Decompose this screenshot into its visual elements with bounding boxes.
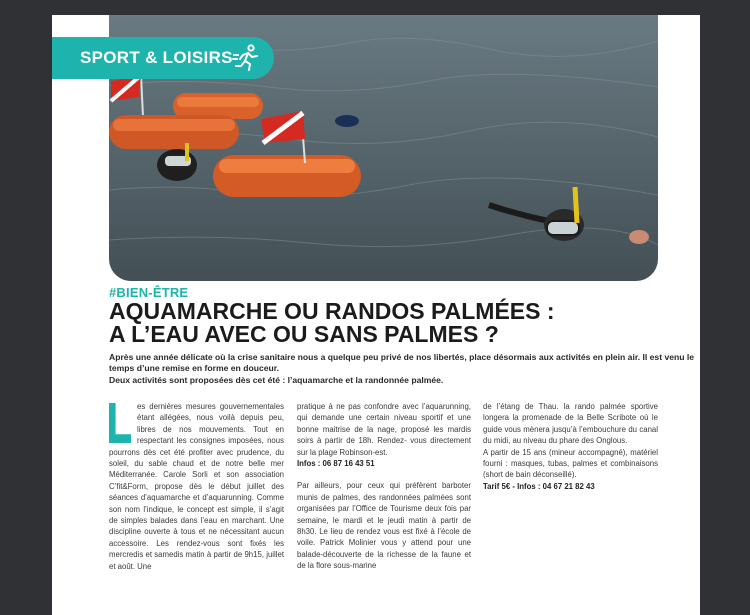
intro-paragraph-2: Deux activités sont proposées dès cet été : l’aquamarche et la randonnée palmée. <box>109 374 444 385</box>
article-kicker: #BIEN-ÊTRE <box>109 285 189 300</box>
column-3 <box>483 401 658 503</box>
column-2-info: Infos : 06 87 16 43 51 <box>297 459 375 469</box>
distant-swimmer <box>335 115 359 127</box>
column-1 <box>109 401 284 583</box>
column-3-info: Tarif 5€ - Infos : 04 67 21 82 43 <box>483 481 595 491</box>
column-2-paragraph-2: Par ailleurs, pour ceux qui préfèrent barboter munis de palmes, des randonnées palmées sont organisées par l’Office de Tourisme deux fois par semaine, le mardi et le jeudi matin à partir de 8h30. Le lieu de rendez vous est fixé à l’école de voile. Patrick Molinier vous y attend pour une balade-découverte de la richesse de la faune et de la flore sous-marine <box>297 481 471 571</box>
raft-left <box>109 115 239 149</box>
column-3-paragraph-2: A partir de 15 ans (mineur accompagné), matériel fourni : masques, tubas, palmes et combinaisons (short de bain déconseillé). <box>483 447 658 480</box>
running-person-icon <box>232 43 262 78</box>
column-2-paragraph-1: pratique à ne pas confondre avec l’aquarunning, qui demande une certain niveau sportif et une bonne maitrise de la nage, proposé les mardis soirs à partir de 18h. Rendez- vous directement sur la plage Robinson-est. <box>297 402 471 457</box>
intro-paragraph-1: Après une année délicate où la crise sanitaire nous a quelque peu privé de nos libertés, place désormais aux activités en plein air. Il est venu le temps d’une remise en forme en douceur. <box>109 352 695 374</box>
magazine-page <box>52 15 700 615</box>
section-label: SPORT & LOISIRS <box>80 48 233 67</box>
section-tab <box>52 37 274 79</box>
column-1-paragraph: es dernières mesures gouvernementales étant allégées, nous voilà depuis peu, libres de nos mouvements. Tout en respectant les consignes imposées, nous pourrons dès cet été profiter avec prudence, du soleil, du sable chaud et de notre belle mer Méditerranée. Carole Sorli et son association C’fit&Form, propose dès le début juillet des séances d’aquamarche et d’aquarunning. Comme son nom l’indique, le concept est simple, il s’agit de simples balades dans l’eau en marchant. Une discipline ouverte à tous et ne nécessitant aucun accessoire. Les rendez-vous sont fixés les mercredis et samedis matin à partir de 9h15, juillet et août. Une <box>109 402 284 571</box>
article-title <box>109 300 669 346</box>
column-3-paragraph-1: de l’étang de Thau. la rando palmée sportive longera la promenade de la Belle Scribote où le guide vous mènera jusqu’à l’embouchure du canal du midi, au niveau du phare des Onglous. <box>483 402 658 446</box>
title-line-1: AQUAMARCHE OU RANDOS PALMÉES : <box>109 298 555 324</box>
title-line-2: A L’EAU AVEC OU SANS PALMES ? <box>109 321 499 347</box>
article-intro <box>109 352 700 386</box>
column-2 <box>297 401 471 583</box>
